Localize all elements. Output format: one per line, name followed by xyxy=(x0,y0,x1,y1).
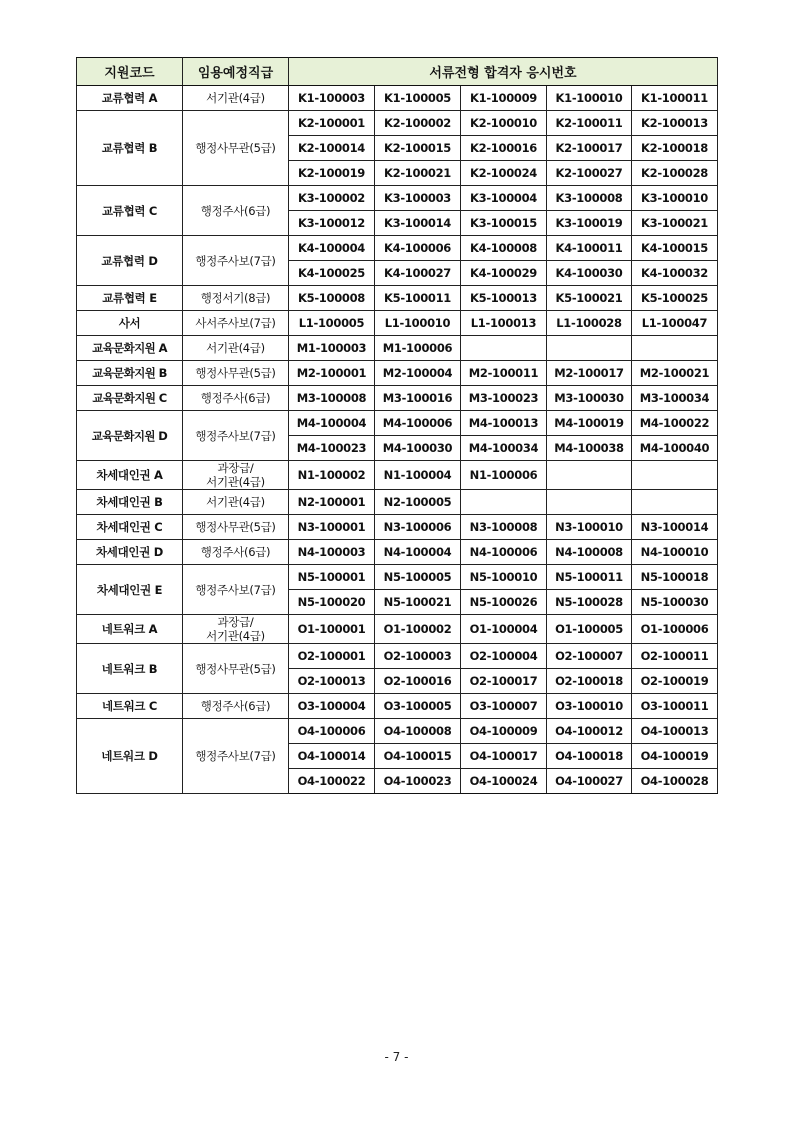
applicant-number-cell: O4-100012 xyxy=(547,719,632,744)
table-row xyxy=(77,86,718,111)
table-row xyxy=(77,236,718,261)
grade-cell: 행정주사(6급) xyxy=(183,694,289,719)
support-code-cell: 네트워크 D xyxy=(77,719,183,794)
applicant-number-cell: O4-100009 xyxy=(461,719,547,744)
table-row xyxy=(77,111,718,136)
applicant-number-cell: K2-100015 xyxy=(375,136,461,161)
applicant-number-cell: K2-100024 xyxy=(461,161,547,186)
grade-cell: 과장급/ 서기관(4급) xyxy=(183,461,289,490)
grade-cell: 행정주사보(7급) xyxy=(183,411,289,461)
applicant-number-cell: K3-100019 xyxy=(547,211,632,236)
header-row xyxy=(77,58,718,86)
table-row xyxy=(77,490,718,515)
applicant-number-cell: K3-100003 xyxy=(375,186,461,211)
applicant-number-cell: K2-100018 xyxy=(632,136,718,161)
applicant-number-cell: M4-100034 xyxy=(461,436,547,461)
applicant-number-cell: K1-100009 xyxy=(461,86,547,111)
grade-cell: 행정사무관(5급) xyxy=(183,361,289,386)
applicant-number-cell: K4-100027 xyxy=(375,261,461,286)
applicant-number-cell: K1-100003 xyxy=(289,86,375,111)
applicant-number-cell: N4-100008 xyxy=(547,540,632,565)
applicant-number-cell: M3-100034 xyxy=(632,386,718,411)
grade-cell: 행정서기(8급) xyxy=(183,286,289,311)
applicant-number-cell: K1-100011 xyxy=(632,86,718,111)
applicant-number-cell: O1-100004 xyxy=(461,615,547,644)
applicant-number-cell: L1-100013 xyxy=(461,311,547,336)
applicant-number-cell: N5-100021 xyxy=(375,590,461,615)
applicant-number-cell: K4-100011 xyxy=(547,236,632,261)
applicant-number-cell: O2-100004 xyxy=(461,644,547,669)
applicant-number-cell: N2-100005 xyxy=(375,490,461,515)
applicant-number-cell: N5-100001 xyxy=(289,565,375,590)
applicant-number-cell: L1-100010 xyxy=(375,311,461,336)
applicant-number-cell: N5-100005 xyxy=(375,565,461,590)
applicant-number-cell: M2-100021 xyxy=(632,361,718,386)
table-row xyxy=(77,186,718,211)
support-code-cell: 교육문화지원 D xyxy=(77,411,183,461)
applicant-number-cell: K2-100021 xyxy=(375,161,461,186)
applicant-number-cell: O4-100019 xyxy=(632,744,718,769)
table-body xyxy=(77,86,718,794)
applicant-number-cell: N5-100030 xyxy=(632,590,718,615)
table-row xyxy=(77,515,718,540)
applicant-number-cell: M2-100017 xyxy=(547,361,632,386)
applicant-number-cell: K2-100017 xyxy=(547,136,632,161)
applicant-number-cell: N4-100006 xyxy=(461,540,547,565)
applicant-number-cell: K2-100028 xyxy=(632,161,718,186)
applicant-number-cell: M4-100019 xyxy=(547,411,632,436)
applicant-number-cell: K1-100010 xyxy=(547,86,632,111)
applicant-number-cell: K4-100032 xyxy=(632,261,718,286)
applicant-number-table xyxy=(76,57,718,794)
applicant-number-cell: O2-100019 xyxy=(632,669,718,694)
grade-cell: 행정주사(6급) xyxy=(183,186,289,236)
applicant-number-cell: K4-100015 xyxy=(632,236,718,261)
applicant-number-cell: K2-100011 xyxy=(547,111,632,136)
applicant-number-cell: N4-100003 xyxy=(289,540,375,565)
applicant-number-cell: K5-100013 xyxy=(461,286,547,311)
applicant-number-cell: M4-100023 xyxy=(289,436,375,461)
support-code-cell: 교류협력 B xyxy=(77,111,183,186)
applicant-number-cell: O1-100006 xyxy=(632,615,718,644)
applicant-number-cell: K4-100004 xyxy=(289,236,375,261)
applicant-number-cell: L1-100005 xyxy=(289,311,375,336)
applicant-number-cell: O4-100018 xyxy=(547,744,632,769)
applicant-number-cell: K3-100004 xyxy=(461,186,547,211)
applicant-number-cell: O1-100001 xyxy=(289,615,375,644)
applicant-number-cell: M2-100011 xyxy=(461,361,547,386)
applicant-number-cell: M3-100030 xyxy=(547,386,632,411)
applicant-number-cell: N5-100028 xyxy=(547,590,632,615)
applicant-number-cell: K1-100005 xyxy=(375,86,461,111)
applicant-number-cell: O4-100023 xyxy=(375,769,461,794)
support-code-cell: 네트워크 C xyxy=(77,694,183,719)
grade-cell: 행정사무관(5급) xyxy=(183,644,289,694)
applicant-number-cell xyxy=(547,461,632,490)
applicant-number-cell: O1-100005 xyxy=(547,615,632,644)
applicant-number-cell: K4-100006 xyxy=(375,236,461,261)
support-code-cell: 교류협력 E xyxy=(77,286,183,311)
applicant-number-cell: O2-100007 xyxy=(547,644,632,669)
applicant-number-cell: M3-100016 xyxy=(375,386,461,411)
applicant-number-cell: N4-100010 xyxy=(632,540,718,565)
applicant-number-cell: K3-100010 xyxy=(632,186,718,211)
applicant-number-cell: N5-100010 xyxy=(461,565,547,590)
applicant-number-cell: K3-100015 xyxy=(461,211,547,236)
applicant-number-cell: O4-100008 xyxy=(375,719,461,744)
applicant-number-cell: K4-100008 xyxy=(461,236,547,261)
applicant-number-cell: O4-100013 xyxy=(632,719,718,744)
grade-cell: 행정사무관(5급) xyxy=(183,111,289,186)
table-row xyxy=(77,311,718,336)
applicant-number-cell xyxy=(632,490,718,515)
applicant-number-cell: O3-100011 xyxy=(632,694,718,719)
support-code-cell: 교육문화지원 C xyxy=(77,386,183,411)
support-code-cell: 차세대인권 B xyxy=(77,490,183,515)
applicant-number-cell xyxy=(547,336,632,361)
applicant-number-cell: K3-100021 xyxy=(632,211,718,236)
applicant-number-cell: N5-100011 xyxy=(547,565,632,590)
grade-cell: 서기관(4급) xyxy=(183,336,289,361)
applicant-number-cell xyxy=(632,336,718,361)
applicant-number-cell: N3-100008 xyxy=(461,515,547,540)
applicant-number-cell: O2-100011 xyxy=(632,644,718,669)
applicant-number-cell: N3-100001 xyxy=(289,515,375,540)
applicant-number-cell: N3-100006 xyxy=(375,515,461,540)
grade-cell: 행정주사보(7급) xyxy=(183,719,289,794)
applicant-number-cell: K4-100030 xyxy=(547,261,632,286)
support-code-cell: 차세대인권 A xyxy=(77,461,183,490)
grade-cell: 서기관(4급) xyxy=(183,490,289,515)
applicant-number-cell: K3-100012 xyxy=(289,211,375,236)
applicant-number-cell: O2-100016 xyxy=(375,669,461,694)
table-row xyxy=(77,540,718,565)
support-code-cell: 사서 xyxy=(77,311,183,336)
applicant-number-cell: N3-100014 xyxy=(632,515,718,540)
support-code-cell: 차세대인권 C xyxy=(77,515,183,540)
applicant-number-cell: O2-100017 xyxy=(461,669,547,694)
applicant-number-cell: O1-100002 xyxy=(375,615,461,644)
table-row xyxy=(77,336,718,361)
applicant-number-cell: K2-100010 xyxy=(461,111,547,136)
applicant-number-cell: O4-100015 xyxy=(375,744,461,769)
support-code-cell: 교류협력 D xyxy=(77,236,183,286)
applicant-number-cell: K2-100019 xyxy=(289,161,375,186)
support-code-cell: 교류협력 C xyxy=(77,186,183,236)
header-grade: 임용예정직급 xyxy=(183,58,289,86)
applicant-number-cell: O2-100003 xyxy=(375,644,461,669)
applicant-number-cell: N1-100004 xyxy=(375,461,461,490)
table-row xyxy=(77,361,718,386)
applicant-number-cell: N2-100001 xyxy=(289,490,375,515)
grade-cell: 행정주사(6급) xyxy=(183,540,289,565)
support-code-cell: 교육문화지원 A xyxy=(77,336,183,361)
support-code-cell: 차세대인권 E xyxy=(77,565,183,615)
applicant-number-cell: O3-100007 xyxy=(461,694,547,719)
applicant-number-cell: O4-100024 xyxy=(461,769,547,794)
applicant-number-cell: O2-100013 xyxy=(289,669,375,694)
applicant-number-cell: M4-100013 xyxy=(461,411,547,436)
support-code-cell: 차세대인권 D xyxy=(77,540,183,565)
applicant-number-cell: M1-100003 xyxy=(289,336,375,361)
applicant-number-cell: M3-100008 xyxy=(289,386,375,411)
grade-cell: 행정주사(6급) xyxy=(183,386,289,411)
applicant-number-cell: K5-100021 xyxy=(547,286,632,311)
applicant-number-cell: O4-100014 xyxy=(289,744,375,769)
grade-cell: 사서주사보(7급) xyxy=(183,311,289,336)
applicant-number-cell: M4-100022 xyxy=(632,411,718,436)
applicant-number-cell: M4-100030 xyxy=(375,436,461,461)
table-row xyxy=(77,565,718,590)
applicant-number-cell: O4-100022 xyxy=(289,769,375,794)
applicant-number-cell: K4-100029 xyxy=(461,261,547,286)
grade-cell: 행정사무관(5급) xyxy=(183,515,289,540)
applicant-number-cell xyxy=(461,336,547,361)
table-row xyxy=(77,644,718,669)
table-row xyxy=(77,286,718,311)
applicant-number-cell: K2-100014 xyxy=(289,136,375,161)
applicant-number-cell: O4-100017 xyxy=(461,744,547,769)
applicant-number-cell: M4-100038 xyxy=(547,436,632,461)
header-numbers: 서류전형 합격자 응시번호 xyxy=(289,58,718,86)
applicant-number-cell: M4-100004 xyxy=(289,411,375,436)
applicant-number-cell: N5-100026 xyxy=(461,590,547,615)
table-row xyxy=(77,411,718,436)
applicant-number-cell: N5-100020 xyxy=(289,590,375,615)
table-row xyxy=(77,694,718,719)
grade-cell: 행정주사보(7급) xyxy=(183,565,289,615)
applicant-number-cell: N4-100004 xyxy=(375,540,461,565)
applicant-number-cell: K2-100013 xyxy=(632,111,718,136)
applicant-number-cell xyxy=(461,490,547,515)
applicant-number-cell: K3-100008 xyxy=(547,186,632,211)
applicant-number-cell: K5-100011 xyxy=(375,286,461,311)
support-code-cell: 교육문화지원 B xyxy=(77,361,183,386)
applicant-number-cell: M3-100023 xyxy=(461,386,547,411)
support-code-cell: 네트워크 A xyxy=(77,615,183,644)
applicant-number-cell xyxy=(547,490,632,515)
applicant-number-cell: O4-100028 xyxy=(632,769,718,794)
applicant-number-cell: K3-100014 xyxy=(375,211,461,236)
applicant-number-cell xyxy=(632,461,718,490)
applicant-number-cell: O3-100005 xyxy=(375,694,461,719)
applicant-number-cell: K2-100001 xyxy=(289,111,375,136)
applicant-number-cell: N3-100010 xyxy=(547,515,632,540)
applicant-number-cell: K2-100016 xyxy=(461,136,547,161)
applicant-number-cell: L1-100028 xyxy=(547,311,632,336)
support-code-cell: 교류협력 A xyxy=(77,86,183,111)
page-number: - 7 - xyxy=(384,1050,409,1064)
grade-cell: 과장급/ 서기관(4급) xyxy=(183,615,289,644)
applicant-number-cell: O3-100004 xyxy=(289,694,375,719)
applicant-number-cell: O2-100001 xyxy=(289,644,375,669)
applicant-number-cell: N1-100002 xyxy=(289,461,375,490)
applicant-number-cell: M2-100001 xyxy=(289,361,375,386)
table-row xyxy=(77,461,718,490)
table-row xyxy=(77,615,718,644)
applicant-number-cell: M4-100006 xyxy=(375,411,461,436)
applicant-number-cell: K2-100027 xyxy=(547,161,632,186)
applicant-number-cell: L1-100047 xyxy=(632,311,718,336)
applicant-number-cell: K2-100002 xyxy=(375,111,461,136)
support-code-cell: 네트워크 B xyxy=(77,644,183,694)
applicant-number-cell: K3-100002 xyxy=(289,186,375,211)
applicant-number-cell: M1-100006 xyxy=(375,336,461,361)
applicant-number-cell: O2-100018 xyxy=(547,669,632,694)
applicant-number-cell: O3-100010 xyxy=(547,694,632,719)
applicant-number-cell: M2-100004 xyxy=(375,361,461,386)
applicant-number-cell: M4-100040 xyxy=(632,436,718,461)
applicant-number-cell: O4-100006 xyxy=(289,719,375,744)
applicant-number-cell: K4-100025 xyxy=(289,261,375,286)
table-row xyxy=(77,719,718,744)
grade-cell: 행정주사보(7급) xyxy=(183,236,289,286)
table-row xyxy=(77,386,718,411)
applicant-number-cell: N1-100006 xyxy=(461,461,547,490)
applicant-number-cell: N5-100018 xyxy=(632,565,718,590)
applicant-number-cell: K5-100025 xyxy=(632,286,718,311)
header-code: 지원코드 xyxy=(77,58,183,86)
grade-cell: 서기관(4급) xyxy=(183,86,289,111)
applicant-number-cell: K5-100008 xyxy=(289,286,375,311)
applicant-number-cell: O4-100027 xyxy=(547,769,632,794)
